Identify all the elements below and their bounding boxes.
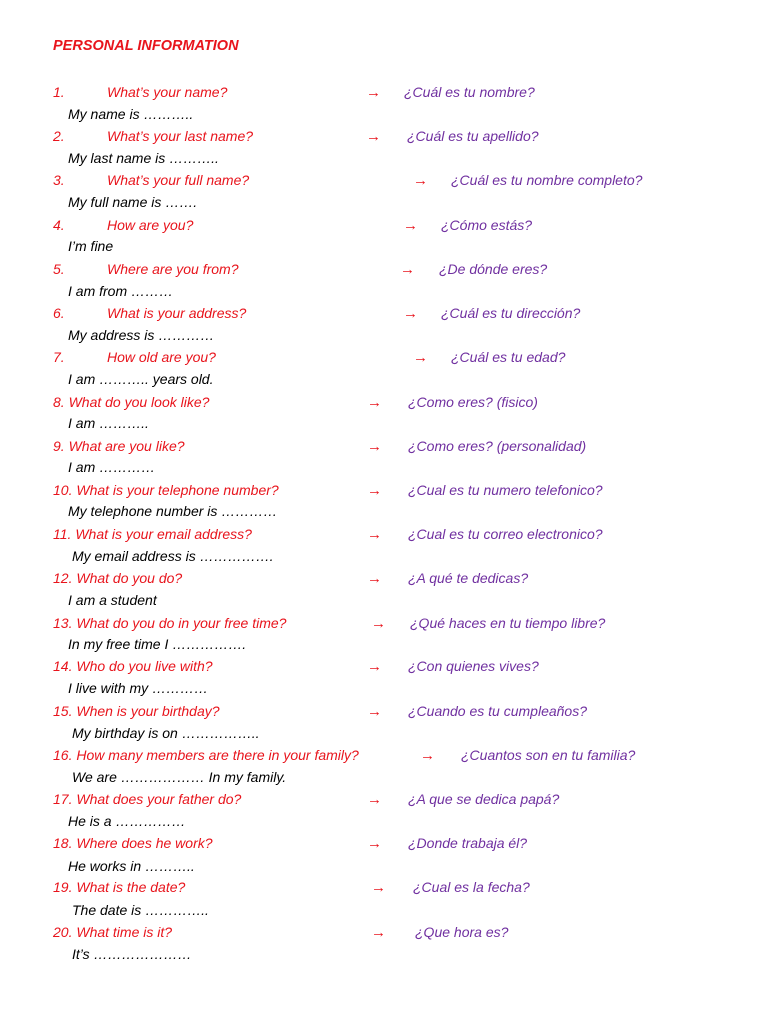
question-text: Where are you from?: [107, 261, 239, 277]
arrow-right-icon: →: [366, 84, 381, 101]
question-text: What’s your full name?: [107, 172, 250, 188]
question-row: [0, 615, 768, 637]
question-number: 1.: [53, 84, 65, 100]
spanish-translation: ¿Cuál es tu nombre completo?: [451, 172, 643, 188]
question-row: [0, 924, 768, 946]
answer-template: I live with my …………: [68, 680, 209, 696]
spanish-translation: ¿Donde trabaja él?: [408, 835, 528, 851]
question-row: [0, 570, 768, 592]
spanish-translation: ¿Que hora es?: [415, 924, 509, 940]
question-row: [0, 349, 768, 371]
answer-template: My email address is …………….: [72, 548, 274, 564]
answer-template: It’s …………………: [72, 946, 192, 962]
spanish-translation: ¿A qué te dedicas?: [408, 570, 529, 586]
question-text: What is your address?: [107, 305, 247, 321]
spanish-translation: ¿Cuál es tu dirección?: [441, 305, 581, 321]
question-text: What’s your name?: [107, 84, 228, 100]
spanish-translation: ¿De dónde eres?: [439, 261, 548, 277]
answer-template: My address is …………: [68, 327, 215, 343]
question-row: [0, 879, 768, 901]
spanish-translation: ¿A que se dedica papá?: [408, 791, 560, 807]
spanish-translation: ¿Cómo estás?: [441, 217, 533, 233]
question-number: 5.: [53, 261, 65, 277]
question-number: 4.: [53, 217, 65, 233]
question-text: 9. What are you like?: [53, 438, 185, 454]
answer-template: He works in ………..: [68, 858, 195, 874]
spanish-translation: ¿Cuando es tu cumpleaños?: [408, 703, 587, 719]
answer-template: He is a ……………: [68, 813, 186, 829]
question-number: 3.: [53, 172, 65, 188]
answer-template: My name is ………..: [68, 106, 194, 122]
question-row: [0, 703, 768, 725]
question-text: 11. What is your email address?: [53, 526, 252, 542]
answer-template: I am …………: [68, 459, 156, 475]
arrow-right-icon: →: [367, 658, 382, 675]
spanish-translation: ¿Cual es la fecha?: [413, 879, 530, 895]
spanish-translation: ¿Cuantos son en tu familia?: [461, 747, 636, 763]
arrow-right-icon: →: [367, 438, 382, 455]
question-row: [0, 84, 768, 106]
answer-template: In my free time I …………….: [68, 636, 247, 652]
arrow-right-icon: →: [367, 835, 382, 852]
arrow-right-icon: →: [366, 128, 381, 145]
answer-template: I am ………..: [68, 415, 149, 431]
question-number: 2.: [53, 128, 65, 144]
spanish-translation: ¿Cual es tu numero telefonico?: [408, 482, 603, 498]
question-text: 14. Who do you live with?: [53, 658, 213, 674]
arrow-right-icon: →: [371, 924, 386, 941]
spanish-translation: ¿Como eres? (personalidad): [408, 438, 587, 454]
arrow-right-icon: →: [400, 261, 415, 278]
spanish-translation: ¿Cuál es tu nombre?: [404, 84, 535, 100]
question-row: [0, 791, 768, 813]
question-row: [0, 172, 768, 194]
question-text: 15. When is your birthday?: [53, 703, 220, 719]
question-text: 18. Where does he work?: [53, 835, 213, 851]
question-row: [0, 438, 768, 460]
question-text: 16. How many members are there in your family?: [53, 747, 359, 763]
question-text: 19. What is the date?: [53, 879, 186, 895]
spanish-translation: ¿Con quienes vives?: [408, 658, 539, 674]
arrow-right-icon: →: [367, 526, 382, 543]
spanish-translation: ¿Qué haces en tu tiempo libre?: [410, 615, 606, 631]
spanish-translation: ¿Como eres? (fisico): [408, 394, 538, 410]
question-row: [0, 482, 768, 504]
spanish-translation: ¿Cuál es tu edad?: [451, 349, 566, 365]
answer-template: The date is …………..: [72, 902, 209, 918]
page-title: PERSONAL INFORMATION: [53, 38, 239, 54]
question-row: [0, 526, 768, 548]
answer-template: I’m fine: [68, 238, 114, 254]
arrow-right-icon: →: [367, 482, 382, 499]
answer-template: I am ……….. years old.: [68, 371, 214, 387]
question-row: [0, 217, 768, 239]
question-row: [0, 658, 768, 680]
question-text: 8. What do you look like?: [53, 394, 210, 410]
question-number: 6.: [53, 305, 65, 321]
question-text: 10. What is your telephone number?: [53, 482, 279, 498]
answer-template: My full name is …….: [68, 194, 198, 210]
spanish-translation: ¿Cual es tu correo electronico?: [408, 526, 603, 542]
arrow-right-icon: →: [367, 791, 382, 808]
answer-template: My birthday is on ……………..: [72, 725, 260, 741]
question-row: [0, 394, 768, 416]
answer-template: I am from ………: [68, 283, 174, 299]
answer-template: My last name is ………..: [68, 150, 219, 166]
arrow-right-icon: →: [371, 615, 386, 632]
question-text: How old are you?: [107, 349, 216, 365]
arrow-right-icon: →: [403, 217, 418, 234]
arrow-right-icon: →: [420, 747, 435, 764]
question-row: [0, 128, 768, 150]
arrow-right-icon: →: [367, 703, 382, 720]
question-text: What’s your last name?: [107, 128, 254, 144]
question-text: 12. What do you do?: [53, 570, 183, 586]
answer-template: My telephone number is …………: [68, 503, 278, 519]
question-text: 20. What time is it?: [53, 924, 173, 940]
question-text: 17. What does your father do?: [53, 791, 242, 807]
question-row: [0, 305, 768, 327]
question-row: [0, 835, 768, 857]
question-text: How are you?: [107, 217, 194, 233]
answer-template: I am a student: [68, 592, 157, 608]
arrow-right-icon: →: [413, 349, 428, 366]
arrow-right-icon: →: [403, 305, 418, 322]
arrow-right-icon: →: [367, 394, 382, 411]
question-row: [0, 261, 768, 283]
question-row: [0, 747, 768, 769]
arrow-right-icon: →: [367, 570, 382, 587]
spanish-translation: ¿Cuál es tu apellido?: [407, 128, 539, 144]
question-text: 13. What do you do in your free time?: [53, 615, 287, 631]
question-number: 7.: [53, 349, 65, 365]
arrow-right-icon: →: [413, 172, 428, 189]
arrow-right-icon: →: [371, 879, 386, 896]
answer-template: We are ……………… In my family.: [72, 769, 287, 785]
